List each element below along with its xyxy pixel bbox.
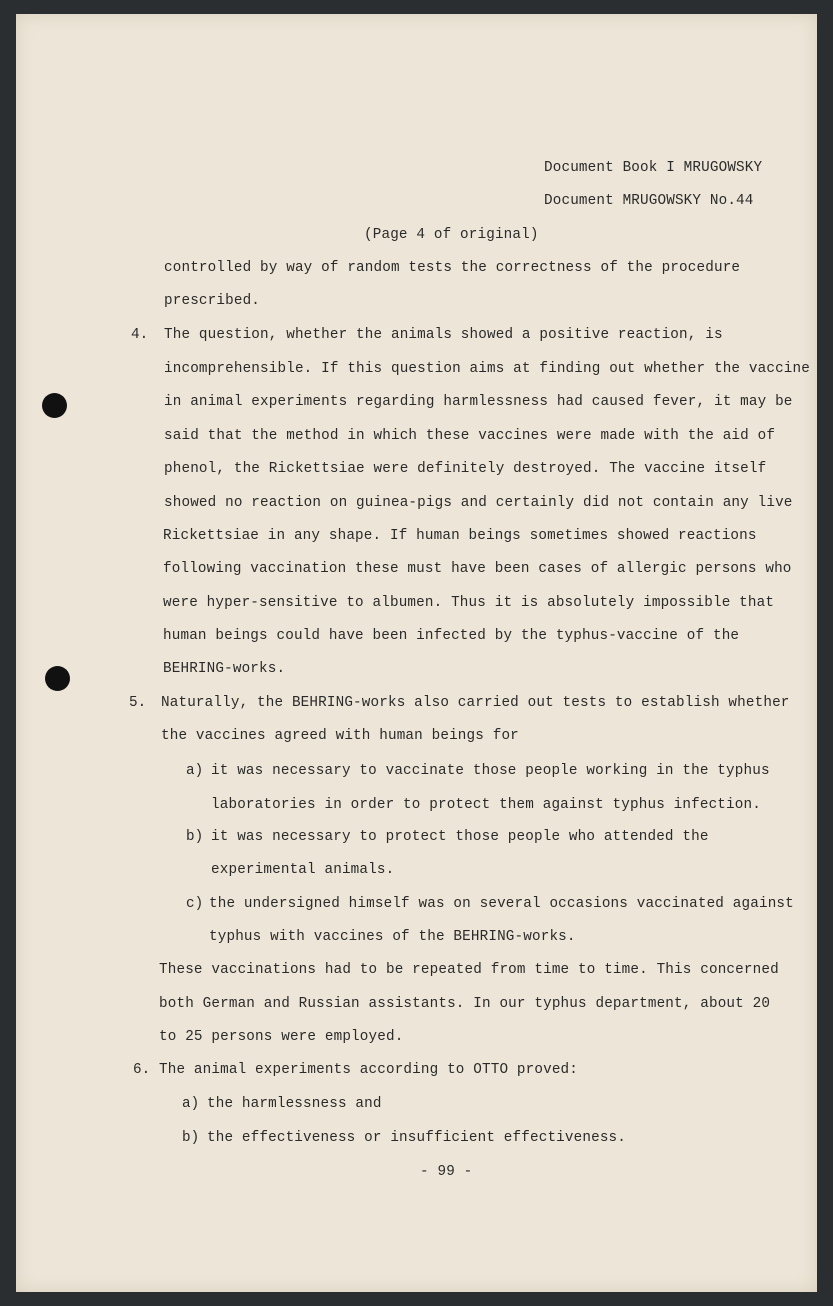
item-number: 4.	[131, 327, 149, 343]
body-line: it was necessary to protect those people who attended the	[211, 829, 709, 845]
body-line: Rickettsiae in any shape. If human beings sometimes showed reactions	[163, 528, 757, 544]
body-line: to 25 persons were employed.	[159, 1029, 404, 1045]
body-line: The animal experiments according to OTTO proved:	[159, 1062, 579, 1078]
body-line: the undersigned himself was on several occasions vaccinated against	[209, 896, 794, 912]
subitem-label: a)	[186, 763, 204, 779]
body-line: both German and Russian assistants. In our typhus department, about 20	[159, 996, 771, 1012]
body-line: said that the method in which these vaccines were made with the aid of	[164, 428, 776, 444]
subitem-label: a)	[182, 1096, 200, 1112]
body-line: phenol, the Rickettsiae were definitely destroyed. The vaccine itself	[164, 461, 767, 477]
item-number: 5.	[129, 695, 147, 711]
body-line: the effectiveness or insufficient effectiveness.	[207, 1130, 627, 1146]
subitem-label: b)	[186, 829, 204, 845]
body-line: incomprehensible. If this question aims at finding out whether the vaccine	[164, 361, 810, 377]
body-line: it was necessary to vaccinate those people working in the typhus	[211, 763, 770, 779]
page-of-original-note: (Page 4 of original)	[364, 227, 539, 243]
body-line: showed no reaction on guinea-pigs and certainly did not contain any live	[164, 495, 793, 511]
item-number: 6.	[133, 1062, 151, 1078]
body-line: were hyper-sensitive to albumen. Thus it is absolutely impossible that	[163, 595, 775, 611]
punch-hole-bottom	[45, 666, 70, 691]
subitem-label: b)	[182, 1130, 200, 1146]
document-page	[16, 14, 817, 1292]
body-line: controlled by way of random tests the correctness of the procedure	[164, 260, 741, 276]
body-line: Naturally, the BEHRING-works also carried out tests to establish whether	[161, 695, 790, 711]
document-book-label: Document Book I MRUGOWSKY	[544, 160, 763, 176]
page-number: - 99 -	[420, 1164, 473, 1180]
body-line: human beings could have been infected by the typhus-vaccine of the	[163, 628, 740, 644]
body-line: typhus with vaccines of the BEHRING-works.	[209, 929, 576, 945]
body-line: BEHRING-works.	[163, 661, 286, 677]
punch-hole-top	[42, 393, 67, 418]
body-line: following vaccination these must have been cases of allergic persons who	[163, 561, 792, 577]
subitem-label: c)	[186, 896, 204, 912]
body-line: prescribed.	[164, 293, 261, 309]
body-line: the harmlessness and	[207, 1096, 382, 1112]
document-number-label: Document MRUGOWSKY No.44	[544, 193, 754, 209]
body-line: experimental animals.	[211, 862, 395, 878]
body-line: in animal experiments regarding harmlessness had caused fever, it may be	[164, 394, 793, 410]
body-line: The question, whether the animals showed a positive reaction, is	[164, 327, 723, 343]
body-line: laboratories in order to protect them against typhus infection.	[211, 797, 761, 813]
body-line: the vaccines agreed with human beings for	[161, 728, 519, 744]
body-line: These vaccinations had to be repeated from time to time. This concerned	[159, 962, 779, 978]
